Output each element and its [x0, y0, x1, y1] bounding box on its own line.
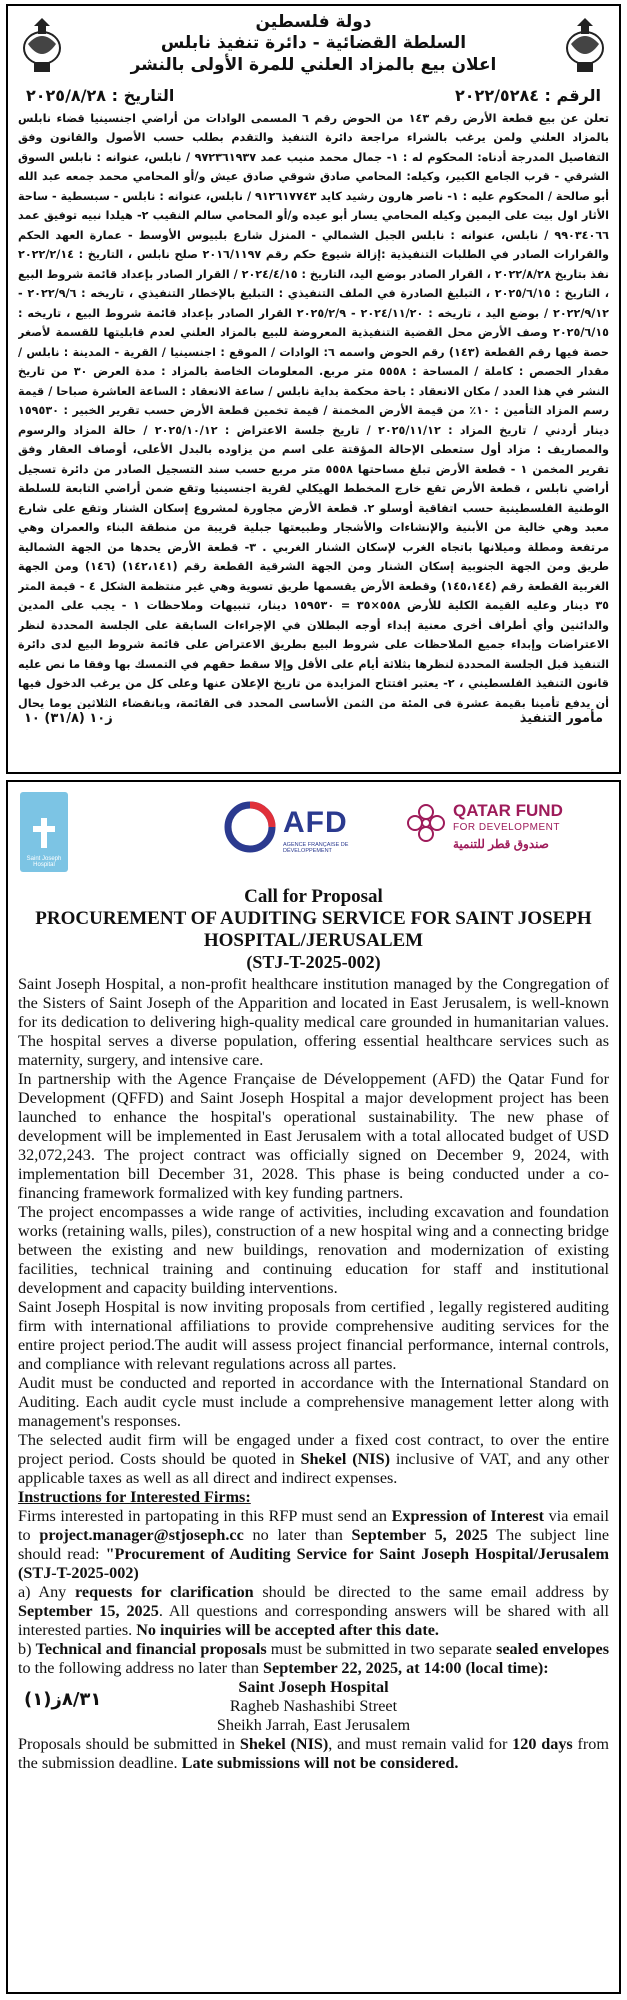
- afd-name: AFD: [283, 806, 348, 839]
- notice-footer: [18, 711, 609, 726]
- address-street: Ragheb Nashashibi Street: [229, 1697, 398, 1715]
- text: . All questions and corresponding answers will be shared with all interested parties.: [18, 1602, 609, 1639]
- text: The subject line should read:: [18, 1526, 610, 1563]
- paragraph-contract: [18, 1431, 609, 1488]
- proposal-title-line1: PROCUREMENT OF AUDITING SERVICE FOR SAINT JOSEPH: [35, 908, 592, 929]
- text: inclusive of VAT, and any other applicable taxes as well as all direct and indirect expenses.: [18, 1450, 609, 1487]
- emph: Technical and financial proposals: [35, 1640, 267, 1658]
- text: must be submitted in two separate: [266, 1640, 497, 1658]
- call-for-proposal: [6, 780, 621, 1994]
- qffd-name: QATAR FUND: [453, 801, 563, 820]
- qffd-arabic-name: صندوق قطر للتنمية: [453, 837, 549, 851]
- call-heading: Call for Proposal: [244, 886, 383, 907]
- paragraph-standards: Audit must be conducted and reported in accordance with the International Standard on Auditing. Each audit cycle must include a comprehensive management letter along with management's responses.: [18, 1374, 609, 1430]
- text: from the submission deadline.: [18, 1735, 609, 1772]
- text: via email to: [18, 1507, 609, 1544]
- notice-number: الرقم : ٢٠٢٢/٥٢٨٤: [455, 85, 601, 105]
- paragraph-scope: The project encompasses a wide range of activities, including excavation and foundation works (retaining walls, piles), construction of a new hospital wing and a connecting bridge between the existing and new buildings, renovation and modernization of existing facilities, technical training and continuing education for staff and institutional development and capacity building interventions.: [18, 1203, 609, 1297]
- emph: Expression of Interest: [391, 1507, 545, 1525]
- notice-date: التاريخ : ٢٠٢٥/٨/٢٨: [26, 85, 175, 105]
- proposal-reference: (STJ-T-2025-002): [246, 952, 381, 972]
- currency: Shekel (NIS): [300, 1450, 390, 1468]
- announcement-title: اعلان بيع بالمزاد العلني للمرة الأولى بالنشر: [130, 54, 497, 75]
- proposal-title-line2: HOSPITAL/JERUSALEM: [203, 930, 424, 951]
- authority-name: السلطة القضائية - دائرة تنفيذ نابلس: [160, 33, 467, 54]
- state-name: دولة فلسطين: [255, 12, 372, 32]
- qffd-subtitle: FOR DEVELOPMENT: [453, 822, 560, 833]
- afd-ring-icon: [223, 800, 277, 854]
- palestine-emblem-icon: [563, 14, 607, 76]
- address-area: Sheikh Jarrah, East Jerusalem: [216, 1716, 411, 1734]
- text: Proposals should be submitted in: [18, 1735, 240, 1753]
- publication-stamp: (١)٨/٣١ز: [24, 1689, 102, 1710]
- palestine-emblem-icon: [20, 14, 64, 76]
- emph: No inquiries will be accepted after this date.: [136, 1621, 439, 1639]
- sponsor-logos: [18, 790, 609, 882]
- qffd-logo: [405, 802, 605, 862]
- instructions-heading: Instructions for Interested Firms:: [18, 1488, 251, 1506]
- notice-body: تعلن عن بيع قطعة الأرض رقم ١٤٣ من الحوض رقم ٦ المسمى الوادات من أراضي اجنسينيا قضاء نابلس بالمزاد العلني ولمن يرغب بالشراء مراجعة دائرة التنفيذ والتقدم بطلب حسب الأصول والقانون وفق التفاصيل المدرجة أدناه: المحكوم له : ١- جمال محمد منيب عمد ٩٧٢٣٦١٩٣٧ / نابلس، عنوانه : نابلس السوق الشرقي - قرب الجامع الكبير، وكيله: المحامي صادق شوقي صادق عيش و/أو المحامي محمد جمعه عبد الله أبو صالحة / المحكوم عليه : ١- ناصر هارون رشيد كايد ٩١٢٦١٧٧٤٣ / نابلس، عنوانه : نابلس - سبسطية - ساحة الأثار اول بيت على اليمين وكيله المحامي يسار أبو عيده و/أو المحامي سالم النقيب ٢- هيلدا نبيه توفيق عمد ٩٩٠٣٤٠٦٦ / نابلس، عنوانه : نابلس الجبل الشمالي - المنزل شارع بلبيوس الأوسط - عمارة العهد الحكم والقرارات الصادر في الطلبات التنفيذية :إزالة شيوع حكم رقم ٢٠١٦/١١٩٧ صلح نابلس ، التاريخ : ٢٠٢٢/٢/١٤ نفذ بتاريخ ٢٠٢٢/٨/٢٨ ، القرار الصادر بوضع اليد، التاريخ : ٢٠٢٤/٤/١٥ / القرار الصادر بإعداد قائمة شروط البيع ، التاريخ : ٢٠٢٥/٦/١٥ ، التبليغ الصادرة في الملف التنفيذي : التبليغ بالإخطار التنفيذي ، تاريخه : ٢٠٢٢/٩/٦ - ٢٠٢٢/٩/١٢ / بوضع اليد ، تاريخه : ٢٠٢٤/١١/٢٠ - ٢٠٢٥/٢/٩ القرار الصادر بإعداد قائمة شروط البيع ، تاريخه : ٢٠٢٥/٦/١٥ وصف الأرض محل القضية التنفيذية المعروضة للبيع بالمزاد العلني لعدم قابليتها للقسمة لأصغر حصة فيها رقم القطعة (١٤٣) رقم الحوض واسمه ٦: الوادات / الموقع : اجنسينيا / القرية - المدينة : نابلس / مقدار الحصص : كاملة / المساحة : ٥٥٥٨ متر مربع. المعلومات الخاصة بالمزاد : مدة العرض ٣٠ من تاريخ النشر في هذا العدد / مكان الانعقاد : باحة محكمة بداية نابلس / ساعة الانعقاد : الساعة العاشرة صباحا / قيمة رسم المزاد التأمين : ١٠٪ من قيمة الأرض المخمنة / قيمة تخمين قطعة الأرض حسب تقرير الخبير : ١٥٩٥٣٠ دينار أردني / تاريخ المزاد : ٢٠٢٥/١١/١٢ / تاريخ جلسة الاعتراض : ٢٠٢٥/١٠/١٢ / حالة المزاد والرسوم والمصاريف : مزاد أول ستعطى الإحالة المؤقتة على اسم من يزاوده بالبدل الأعلى، أوصاف العقار وفق تقرير المخمن ١ - قطعة الأرض تبلغ مساحتها ٥٥٥٨ متر مربع حسب سند التسجيل الصادر من دائرة تسجيل أراضي نابلس ، قطعة الأرض تقع خارج المخطط الهيكلي لقرية اجنسينيا وتقع ضمن أراضي التابعة للسلطة الوطنية الفلسطينية حسب اتفاقية أوسلو ٢. قطعة الأرض مجاورة لمشروع إسكان الشنار وتقع على شارع معبد وهي خالية من الأبنية والإنشاءات والأشجار وطبيعتها جبلية قريبة من منطقة البناء والعمران وهي مرتفعة ومطلة وميلانها باتجاه الغرب لإسكان الشنار الغربي . ٣- قطعة الأرض يحدها من الجهة الشمالية طريق ومن الجهة الجنوبية إسكان الشنار ومن الجهة الشرقية القطعة رقم (١٤٢،١٤١) (١٤٦) ومن الجهة الغربية القطعة رقم (١٤٥،١٤٤) وقطعة الأرض يقسمها طريق تسوية وهي غير منتظمة الشكل ٤ - قيمة المتر ٣٥ دينار وعليه القيمة الكلية للأرض ٥٥٨×٣٥ = ١٥٩٥٣٠ دينار، تنبيهات وملاحظات ١ - يجب على المدين والدائنين وأي أطراف أخرى معنية إبداء أوجه البطلان في الإجراءات السابقة على الجلسة المحددة لنظر الاعتراضات وإبداء جميع الملاحظات على شروط البيع بطريق الاعتراض على قائمة شروط البيع لدى دائرة التنفيذ قبل الجلسة المحددة لنظرها بثلاثة أيام على الأقل وإلا سقط حقهم في التمسك بها وفقا ما نص عليه قانون التنفيذ الفلسطيني ، ٢- يعتبر افتتاح المزايدة من تاريخ الإعلان عنها وعلى كل من يرغب الدخول فيها أن يدفع تأمينا بقيمة عشرة في المئة من الثمن الأساسي المحدد في القائمة، وبانقضاء الثلاثين يوما يحال: [18, 111, 609, 709]
- currency: Shekel (NIS): [239, 1735, 329, 1753]
- notice-stamp: ز١٠ (٣١/٨) ١٠: [24, 710, 113, 726]
- sjh-logo-label: Saint Joseph Hospital: [26, 856, 62, 868]
- text: b): [18, 1640, 36, 1658]
- validity-period: 120 days: [512, 1735, 573, 1753]
- afd-logo: [223, 800, 353, 860]
- paragraph-partnership: In partnership with the Agence Française de Développement (AFD) the Qatar Fund for Development (QFFD) and Saint Joseph Hospital a major development project has been launched to enhance the hospital's operational sustainability. The new phase of development will be implemented in East Jerusalem with a total allocated budget of USD 32,072,243. The project contract was officially signed on December 9, 2024, with implementation bill December 31, 2028. This phase is being conducted under a co-financing framework formalized with key funding partners.: [18, 1070, 609, 1202]
- saint-joseph-hospital-logo: [20, 792, 68, 872]
- paragraph-invitation: Saint Joseph Hospital is now inviting proposals from certified , legally registered auditing firm with international affiliations to provide comprehensive auditing services for the entire project period.The audit will assess project financial performance, internal controls, and compliance with relevant regulations across all partes.: [18, 1298, 609, 1373]
- arabic-auction-notice: [6, 4, 621, 774]
- paragraph-intro: Saint Joseph Hospital, a non-profit healthcare institution managed by the Congregation of the Sisters of Saint Joseph of the Apparition and located in East Jerusalem, is well-known for its dedication to delivering high-quality medical care grounded in humanitarian values. The hospital serves a diverse population, offering essential healthcare services such as maternity, surgery, and intensive care.: [18, 975, 609, 1069]
- submission-deadline: September 22, 2025, at 14:00 (local time):: [263, 1659, 549, 1677]
- subject-line: "Procurement of Auditing Service for Saint Joseph Hospital/Jerusalem (STJ-T-2025-002): [18, 1545, 609, 1582]
- text: a) Any: [18, 1583, 75, 1601]
- emph: requests for clarification: [75, 1583, 254, 1601]
- qffd-wordmark: [453, 802, 563, 853]
- contact-email: project.manager@stjoseph.cc: [39, 1526, 244, 1544]
- notice-meta: [18, 86, 609, 105]
- paragraph-submission: [18, 1640, 609, 1678]
- afd-subtitle: AGENCE FRANÇAISE DE DÉVELOPPEMENT: [283, 842, 349, 854]
- text: , and must remain valid for: [328, 1735, 513, 1753]
- text: Firms interested in partopating in this RFP must send an: [18, 1507, 392, 1525]
- text: no later than: [243, 1526, 352, 1544]
- enforcement-officer-signature: مأمور التنفيذ: [519, 710, 603, 726]
- address-name: Saint Joseph Hospital: [238, 1678, 389, 1696]
- eoi-deadline: September 5, 2025: [351, 1526, 488, 1544]
- text: to the following address no later than: [18, 1659, 264, 1677]
- submission-address: [18, 1678, 609, 1735]
- text: should be directed to the same email address by: [253, 1583, 609, 1601]
- notice-header: [18, 12, 609, 76]
- clarification-deadline: September 15, 2025: [18, 1602, 159, 1620]
- emph: Late submissions will not be considered.: [181, 1754, 459, 1772]
- paragraph-validity: [18, 1735, 609, 1773]
- text: The selected audit firm will be engaged under a fixed cost contract, to over the entire project period. Costs should be quoted in: [18, 1431, 609, 1468]
- qffd-flower-icon: [405, 802, 447, 844]
- emph: sealed envelopes: [496, 1640, 610, 1658]
- paragraph-clarification: [18, 1583, 609, 1640]
- cross-icon: [29, 816, 59, 856]
- proposal-body: [18, 975, 609, 1773]
- paragraph-expression-of-interest: [18, 1507, 609, 1583]
